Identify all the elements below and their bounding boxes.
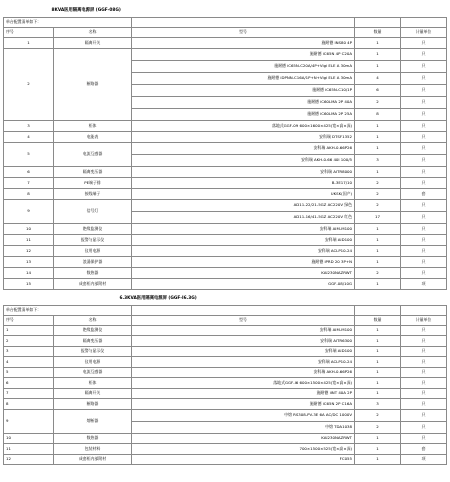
row-unit: 只 [401, 325, 447, 336]
row-no: 3 [4, 346, 54, 357]
row-no: 9 [4, 409, 54, 433]
configuration-table-6-3kva [3, 293, 447, 465]
row-qty: 2 [355, 267, 401, 278]
table-row [4, 388, 447, 399]
row-unit: 只 [401, 336, 447, 347]
row-model: 施耐德 iC65N 2P C16A [132, 399, 355, 410]
row-model: UKSK(国产) [132, 188, 355, 199]
row-qty: 2 [355, 421, 401, 433]
row-qty: 1 [355, 223, 401, 234]
row-unit: 只 [401, 346, 447, 357]
row-no: 1 [4, 37, 54, 48]
row-unit: 只 [401, 234, 447, 245]
row-model: 安科瑞 AKH-0.66P26 [132, 142, 355, 154]
row-model: 落地式GGF-09 600×1600×425(宽×高×深) [132, 120, 355, 131]
row-no: 6 [4, 166, 54, 177]
row-unit: 只 [401, 199, 447, 211]
table-title: 8KVA医用隔离电源屏 (GGF-08G) [51, 7, 121, 13]
table-row [4, 433, 447, 444]
row-qty: 1 [355, 278, 401, 289]
table-row [4, 409, 447, 421]
row-qty: 1 [355, 120, 401, 131]
row-no: 4 [4, 357, 54, 368]
table-title-row [4, 5, 447, 17]
configuration-note-row [4, 305, 447, 315]
row-name: 断路器 [54, 399, 132, 410]
row-name: 接线端子 [54, 188, 132, 199]
row-model: 安科瑞 AKH-0.66 40I 100/5 [132, 154, 355, 166]
row-qty: 2 [355, 409, 401, 421]
row-model: 施耐德 iDPNN-C16A/1P+N+Vigi ELE A 30mA [132, 72, 355, 84]
row-model: 施耐德 iPRD 20 3P+N [132, 256, 355, 267]
header-qty: 数量 [355, 315, 401, 325]
row-qty: 17 [355, 211, 401, 223]
row-name: 成套柜内部附材 [54, 454, 132, 465]
row-name: 数热器 [54, 433, 132, 444]
row-no: 14 [4, 267, 54, 278]
table-row [4, 166, 447, 177]
header-model: 型号 [132, 27, 355, 37]
row-unit: 只 [401, 177, 447, 188]
row-no: 13 [4, 256, 54, 267]
row-no: 2 [4, 48, 54, 120]
row-qty: 1 [355, 444, 401, 455]
row-qty: 1 [355, 388, 401, 399]
row-name: PE端子排 [54, 177, 132, 188]
table-row [4, 267, 447, 278]
row-name: 报警与显示仪 [54, 346, 132, 357]
table-row [4, 336, 447, 347]
row-name: 成套柜内部附材 [54, 278, 132, 289]
row-qty: 1 [355, 256, 401, 267]
table-row [4, 444, 447, 455]
row-name: 柜体 [54, 120, 132, 131]
table-row [4, 177, 447, 188]
header-unit: 计量单位 [401, 27, 447, 37]
row-no: 6 [4, 378, 54, 389]
row-qty: 4 [355, 72, 401, 84]
row-name: 柜体 [54, 378, 132, 389]
row-name: 绝缘监测仪 [54, 325, 132, 336]
row-model: FC055 [132, 454, 355, 465]
row-model: 安科瑞 AIM-M100 [132, 325, 355, 336]
row-qty: 1 [355, 48, 401, 60]
row-no: 2 [4, 336, 54, 347]
row-no: 7 [4, 177, 54, 188]
table-row [4, 142, 447, 154]
table-header-row [4, 315, 447, 325]
table-row [4, 357, 447, 368]
row-unit: 套 [401, 188, 447, 199]
row-name: 绝缘监测仪 [54, 223, 132, 234]
row-name: 包装材料 [54, 444, 132, 455]
row-unit: 只 [401, 211, 447, 223]
row-model: 安科瑞 AIM-M100 [132, 223, 355, 234]
header-model: 型号 [132, 315, 355, 325]
table-row [4, 278, 447, 289]
row-qty: 1 [355, 166, 401, 177]
row-qty: 1 [355, 433, 401, 444]
table-header-row [4, 27, 447, 37]
row-no: 10 [4, 223, 54, 234]
row-qty: 1 [355, 245, 401, 256]
row-no: 11 [4, 444, 54, 455]
row-qty: 2 [355, 96, 401, 108]
header-qty: 数量 [355, 27, 401, 37]
row-no: 1 [4, 325, 54, 336]
row-unit: 只 [401, 267, 447, 278]
row-unit: 项 [401, 278, 447, 289]
row-unit: 只 [401, 256, 447, 267]
configuration-note: 单台配置清单如下： [4, 17, 132, 27]
row-qty: 1 [355, 142, 401, 154]
row-unit: 只 [401, 60, 447, 72]
row-qty: 1 [355, 454, 401, 465]
table-row [4, 131, 447, 142]
row-unit: 只 [401, 433, 447, 444]
row-no: 8 [4, 188, 54, 199]
row-qty: 2 [355, 177, 401, 188]
header-name: 名称 [54, 315, 132, 325]
row-qty: 6 [355, 84, 401, 96]
row-model: 施耐德 iC65N-C20A/4P+Vigi ELE A 30mA [132, 60, 355, 72]
row-model: 施耐德 iC65N 4P C20A [132, 48, 355, 60]
header-name: 名称 [54, 27, 132, 37]
row-no: 10 [4, 433, 54, 444]
table-row [4, 256, 447, 267]
row-name: 熔断器 [54, 409, 132, 433]
row-unit: 只 [401, 154, 447, 166]
table-title: 6.3KVA医用隔离电源屏 (GGF-I6.3G) [119, 295, 197, 301]
row-model: 中熔 RS308-PV-3E 6A AC/DC 1000V [132, 409, 355, 421]
row-no: 5 [4, 142, 54, 166]
row-model: 安科瑞 ACLP10-24 [132, 357, 355, 368]
row-model: AD11-22/21-5GZ AC220V 绿色 [132, 199, 355, 211]
row-unit: 套 [401, 444, 447, 455]
configuration-note: 单台配置清单如下： [4, 305, 132, 315]
row-model: KAI230NAZRWT [132, 433, 355, 444]
row-unit: 只 [401, 120, 447, 131]
row-model: 施耐德 iC65N-C10/1P [132, 84, 355, 96]
row-name: 隔离变压器 [54, 166, 132, 177]
row-model: 安科瑞 AITR8000 [132, 166, 355, 177]
row-qty: 1 [355, 378, 401, 389]
row-qty: 1 [355, 336, 401, 347]
row-qty: 2 [355, 199, 401, 211]
row-qty: 1 [355, 234, 401, 245]
row-unit: 只 [401, 421, 447, 433]
row-name: 电流互感器 [54, 367, 132, 378]
row-no: 9 [4, 199, 54, 223]
row-unit: 只 [401, 48, 447, 60]
row-qty: 3 [355, 154, 401, 166]
row-unit: 只 [401, 245, 447, 256]
row-unit: 只 [401, 399, 447, 410]
row-name: 电能表 [54, 131, 132, 142]
row-model: 安科瑞 ACLP10-24 [132, 245, 355, 256]
row-no: 7 [4, 388, 54, 399]
row-name: 报警与显示仪 [54, 234, 132, 245]
row-qty: 1 [355, 357, 401, 368]
row-no: 12 [4, 454, 54, 465]
table-row [4, 325, 447, 336]
row-name: 仪用电源 [54, 357, 132, 368]
row-no: 3 [4, 120, 54, 131]
table-title-row [4, 293, 447, 305]
row-qty: 2 [355, 188, 401, 199]
table-row [4, 188, 447, 199]
row-name: 信号灯 [54, 199, 132, 223]
row-no: 8 [4, 399, 54, 410]
row-qty: 1 [355, 131, 401, 142]
row-qty: 1 [355, 367, 401, 378]
row-unit: 只 [401, 108, 447, 120]
row-model: 安科瑞 AKH-0.66P26 [132, 367, 355, 378]
header-no: 序号 [4, 27, 54, 37]
row-qty: 8 [355, 108, 401, 120]
row-unit: 只 [401, 72, 447, 84]
table-row [4, 378, 447, 389]
row-qty: 1 [355, 325, 401, 336]
table-row [4, 199, 447, 211]
table-row [4, 234, 447, 245]
row-name: 隔离开关 [54, 37, 132, 48]
row-no: 15 [4, 278, 54, 289]
row-unit: 只 [401, 388, 447, 399]
row-qty: 1 [355, 37, 401, 48]
row-model: 施耐德 INS80 4P [132, 37, 355, 48]
row-model: 落地式GGF-I6 600×1500×425(宽×高×深) [132, 378, 355, 389]
row-unit: 只 [401, 409, 447, 421]
row-model: 安科瑞 AID100 [132, 234, 355, 245]
table-row [4, 346, 447, 357]
row-model: 安科瑞 AITR6300 [132, 336, 355, 347]
configuration-table-8kva [3, 5, 447, 290]
row-name: 仪用电源 [54, 245, 132, 256]
table-row [4, 120, 447, 131]
row-model: GGF-08/10G [132, 278, 355, 289]
table-row [4, 37, 447, 48]
row-name: 隔离开关 [54, 388, 132, 399]
table-row [4, 399, 447, 410]
row-name: 断路器 [54, 48, 132, 120]
table-row [4, 48, 447, 60]
table-row [4, 367, 447, 378]
configuration-note-row [4, 17, 447, 27]
row-model: AD11-16/41-5GZ AC220V 红色 [132, 211, 355, 223]
row-unit: 只 [401, 367, 447, 378]
row-unit: 只 [401, 357, 447, 368]
row-model: KAI230NAZRWT [132, 267, 355, 278]
header-no: 序号 [4, 315, 54, 325]
table-row [4, 223, 447, 234]
row-qty: 3 [355, 399, 401, 410]
row-model: B-3E17/10 [132, 177, 355, 188]
row-unit: 只 [401, 131, 447, 142]
row-name: 隔离变压器 [54, 336, 132, 347]
row-name: 电流互感器 [54, 142, 132, 166]
row-name: 数热器 [54, 267, 132, 278]
row-no: 4 [4, 131, 54, 142]
row-no: 5 [4, 367, 54, 378]
row-unit: 只 [401, 142, 447, 154]
row-unit: 只 [401, 37, 447, 48]
row-model: 施耐德 iC60LMA 2P 40A [132, 96, 355, 108]
row-unit: 只 [401, 223, 447, 234]
table-row [4, 454, 447, 465]
row-model: 700×1500×525(宽×高×深) [132, 444, 355, 455]
row-unit: 只 [401, 378, 447, 389]
row-qty: 1 [355, 60, 401, 72]
header-unit: 计量单位 [401, 315, 447, 325]
row-unit: 项 [401, 454, 447, 465]
row-model: 安科瑞 AID100 [132, 346, 355, 357]
row-model: 施耐德 iC60LMA 2P 25A [132, 108, 355, 120]
row-unit: 只 [401, 166, 447, 177]
row-qty: 1 [355, 346, 401, 357]
row-unit: 只 [401, 96, 447, 108]
row-no: 11 [4, 234, 54, 245]
row-name: 浪涌保护器 [54, 256, 132, 267]
table-row [4, 245, 447, 256]
row-model: 安科瑞 DTSF1352 [132, 131, 355, 142]
row-unit: 只 [401, 84, 447, 96]
row-model: 中熔 TDA1038 [132, 421, 355, 433]
row-model: 施耐德 iINT 40A 2P [132, 388, 355, 399]
row-no: 12 [4, 245, 54, 256]
